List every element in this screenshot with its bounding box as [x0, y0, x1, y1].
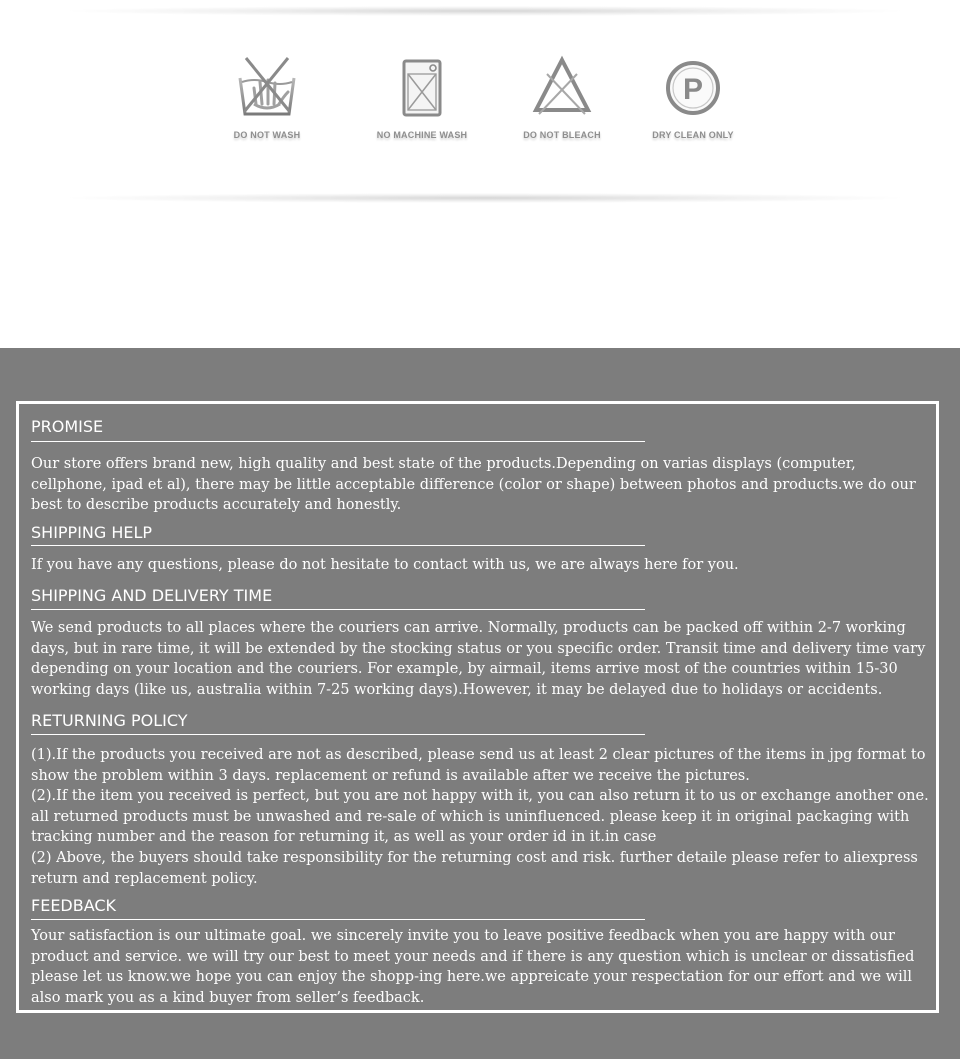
returning-paragraph-2: (2).If the item you received is perfect, but you are not happy with it, you can also return it to us or exchange another one. all returned products must be unwashed and re-sale of which is uninfluenced. please keep it in original packaging with tracking number and the reason for returning it, as well as your order id in it.in case — [31, 788, 929, 846]
shipping-help-text: If you have any questions, please do not hesitate to contact with us, we are always here for you. — [31, 557, 739, 573]
care-item-do-not-wash — [202, 52, 332, 140]
shipping-help-title: SHIPPING HELP — [31, 523, 153, 542]
returning-policy-text — [31, 745, 931, 889]
care-label: DRY CLEAN ONLY — [652, 130, 734, 140]
care-item-do-not-bleach — [497, 52, 627, 140]
care-label: DO NOT WASH — [233, 130, 301, 140]
care-item-dry-clean-only — [628, 52, 758, 140]
shipping-delivery-divider — [31, 609, 645, 610]
feedback-title: FEEDBACK — [31, 896, 117, 915]
feedback-divider — [31, 919, 645, 920]
bottom-shadow-divider — [70, 193, 900, 203]
promise-divider — [31, 441, 645, 442]
care-label: DO NOT BLEACH — [523, 130, 601, 140]
returning-paragraph-1: (1).If the products you received are not as described, please send us at least 2 clear pictures of the items in jpg format to show the problem within 3 days. replacement or refund is available after we receive the pictures. — [31, 747, 926, 784]
dry-clean-glyph: P — [682, 73, 704, 106]
returning-policy-title: RETURNING POLICY — [31, 711, 188, 730]
shipping-delivery-title: SHIPPING AND DELIVERY TIME — [31, 586, 273, 605]
feedback-text: Your satisfaction is our ultimate goal. we sincerely invite you to leave positive feedback when you are happy with our product and service. we will try our best to meet your needs and if there is any question which is unclear or dissatisfied please let us know.we hope you can enjoy the shopp-ing here.we appreicate your respectation for our effort and we will also mark you as a kind buyer from seller’s feedback. — [31, 928, 915, 1006]
shipping-help-divider — [31, 545, 645, 546]
dry-clean-only-icon — [658, 52, 728, 122]
info-panel — [0, 348, 960, 1059]
care-label: NO MACHINE WASH — [376, 130, 468, 140]
returning-paragraph-3: (2) Above, the buyers should take responsibility for the returning cost and risk. further detaile please refer to aliexpress return and replacement policy. — [31, 849, 918, 887]
care-item-no-machine-wash — [357, 52, 487, 140]
no-machine-wash-icon — [387, 52, 457, 122]
top-shadow-divider — [70, 6, 900, 16]
returning-policy-divider — [31, 734, 645, 735]
shipping-delivery-text: We send products to all places where the couriers can arrive. Normally, products can be packed off within 2-7 working days, but in rare time, it will be extended by the stocking status or you specific order. Transit time and delivery time vary depending on your location and the couriers. For example, by airmail, items arrive most of the countries within 15-30 working days (like us, australia within 7-25 working days).However, it may be delayed due to holidays or accidents. — [31, 620, 926, 698]
promise-text: Our store offers brand new, high quality and best state of the products.Depending on varias displays (computer, cellphone, ipad et al), there may be little acceptable difference (color or shape) between photos and products.we do our best to describe products accurately and honestly. — [31, 456, 916, 514]
do-not-bleach-icon — [527, 52, 597, 122]
care-instructions-band — [0, 0, 960, 348]
do-not-wash-icon — [232, 52, 302, 122]
promise-title: PROMISE — [31, 417, 104, 436]
policy-box — [16, 401, 939, 1013]
